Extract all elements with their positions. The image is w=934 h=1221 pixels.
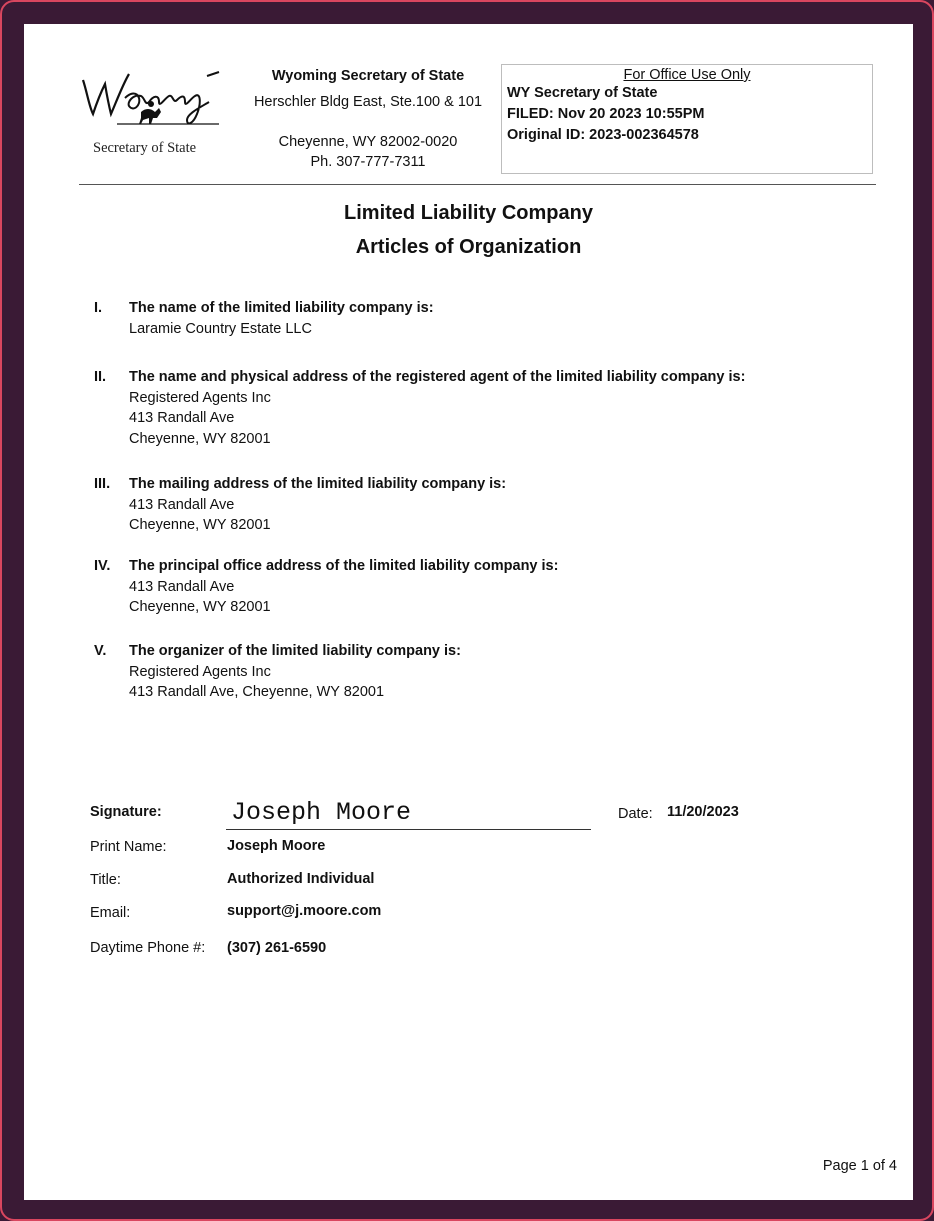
article-number: III. — [94, 476, 111, 492]
article-5 — [94, 641, 874, 703]
article-line: Cheyenne, WY 82001 — [129, 430, 271, 447]
article-line: Cheyenne, WY 82001 — [129, 517, 271, 533]
wyoming-logo-icon — [79, 62, 229, 142]
article-4 — [94, 556, 874, 618]
article-line: Registered Agents Inc — [129, 389, 271, 406]
signature-line — [226, 829, 591, 830]
header-divider — [79, 184, 876, 185]
wyoming-logo — [79, 62, 229, 182]
office-use-title: For Office Use Only — [623, 67, 751, 83]
article-number: I. — [94, 300, 103, 316]
article-line: 413 Randall Ave — [129, 410, 235, 426]
signature-value: Joseph Moore — [231, 798, 412, 827]
date-label: Date: — [618, 806, 653, 822]
title-label: Title: — [90, 872, 121, 888]
print-name-value: Joseph Moore — [227, 838, 326, 854]
article-line: Cheyenne, WY 82001 — [129, 599, 271, 615]
agency-address-line2: Cheyenne, WY 82002-0020 — [278, 134, 458, 150]
agency-info — [244, 66, 492, 172]
office-use-filed: FILED: Nov 20 2023 10:55PM — [507, 106, 705, 122]
phone-value: (307) 261-6590 — [227, 940, 327, 956]
article-number: V. — [94, 643, 107, 659]
agency-name: Wyoming Secretary of State — [271, 68, 465, 84]
signature-label: Signature: — [90, 804, 162, 820]
print-name-label: Print Name: — [90, 839, 167, 855]
article-line: Registered Agents Inc — [129, 663, 271, 680]
article-heading: The mailing address of the limited liability company is: — [129, 476, 507, 492]
article-line: Laramie Country Estate LLC — [129, 320, 312, 337]
office-use-line1: WY Secretary of State — [507, 85, 658, 101]
document-page — [24, 24, 913, 1200]
title-value: Authorized Individual — [227, 871, 375, 887]
office-use-original-id: Original ID: 2023-002364578 — [507, 127, 699, 143]
logo-subtitle: Secretary of State — [93, 140, 197, 156]
email-label: Email: — [90, 905, 131, 921]
agency-address-line1: Herschler Bldg East, Ste.100 & 101 — [253, 94, 483, 110]
phone-label: Daytime Phone #: — [90, 940, 206, 956]
article-heading: The name and physical address of the registered agent of the limited liability company is: — [129, 369, 746, 385]
article-line: 413 Randall Ave — [129, 578, 235, 595]
article-3 — [94, 474, 874, 536]
document-title-line1: Limited Liability Company — [344, 202, 593, 224]
article-heading: The name of the limited liability company is: — [129, 300, 434, 316]
article-number: II. — [94, 369, 107, 385]
article-2 — [94, 367, 874, 449]
email-value: support@j.moore.com — [227, 903, 382, 919]
page-number: Page 1 of 4 — [822, 1158, 897, 1174]
article-heading: The organizer of the limited liability company is: — [129, 643, 461, 659]
article-number: IV. — [94, 558, 111, 574]
article-line: 413 Randall Ave, Cheyenne, WY 82001 — [129, 684, 385, 700]
document-title-line2: Articles of Organization — [355, 236, 582, 258]
agency-phone: Ph. 307-777-7311 — [310, 154, 426, 170]
article-line: 413 Randall Ave — [129, 496, 235, 513]
office-use-box — [501, 64, 873, 174]
date-value: 11/20/2023 — [667, 804, 739, 820]
article-heading: The principal office address of the limited liability company is: — [129, 558, 559, 574]
article-1 — [94, 298, 874, 339]
